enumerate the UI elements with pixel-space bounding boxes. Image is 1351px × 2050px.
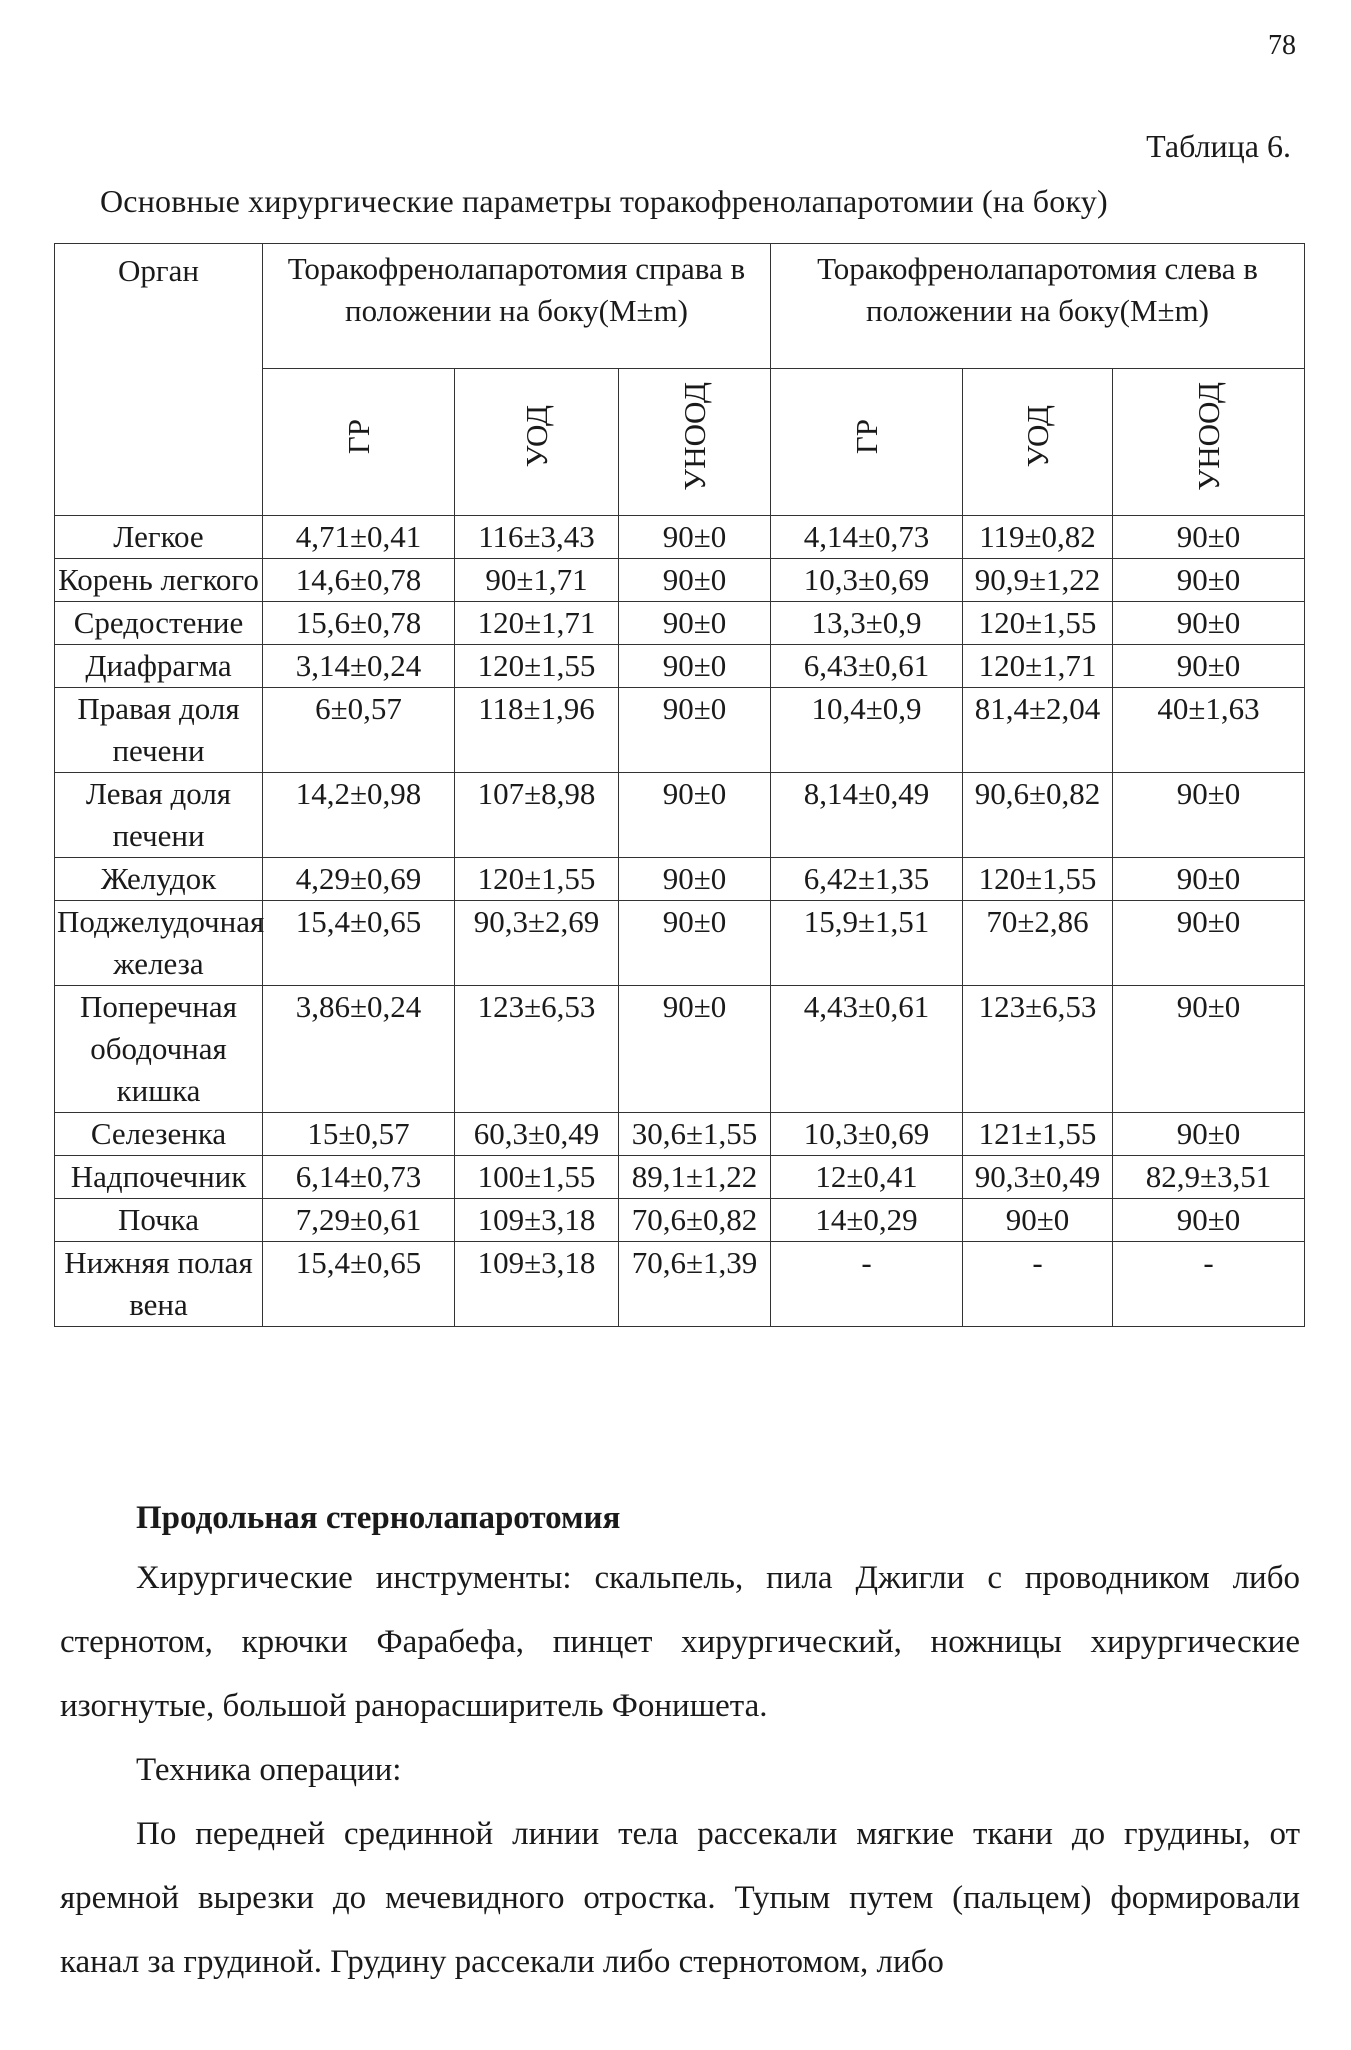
table-row (55, 688, 1305, 773)
value-cell: 90,9±1,22 (963, 559, 1113, 602)
value-cell: 15,4±0,65 (263, 901, 455, 986)
value-cell: 120±1,55 (963, 858, 1113, 901)
value-cell: 14,6±0,78 (263, 559, 455, 602)
value-cell: 119±0,82 (963, 516, 1113, 559)
paragraph-instruments: Хирургические инструменты: скальпель, пила Джигли с проводником либо стернотом, крючки Фарабефа, пинцет хирургический, ножницы хирургические изогнутые, большой ранорасширитель Фонишета. (60, 1560, 1300, 1724)
value-cell: 81,4±2,04 (963, 688, 1113, 773)
value-cell: 60,3±0,49 (455, 1113, 619, 1156)
organ-cell: Поперечная ободочная кишка (55, 986, 263, 1113)
organ-cell: Средостение (55, 602, 263, 645)
value-cell: - (963, 1242, 1113, 1327)
organ-cell: Правая доля печени (55, 688, 263, 773)
value-cell: 10,4±0,9 (771, 688, 963, 773)
organ-cell: Нижняя полая вена (55, 1242, 263, 1327)
value-cell: 120±1,55 (455, 858, 619, 901)
value-cell: 120±1,55 (963, 602, 1113, 645)
value-cell: 90±0 (619, 773, 771, 858)
sub-header: УОД (963, 369, 1113, 516)
value-cell: - (771, 1242, 963, 1327)
table-row (55, 1199, 1305, 1242)
value-cell: 90±0 (963, 1199, 1113, 1242)
value-cell: 90,6±0,82 (963, 773, 1113, 858)
value-cell: 6,14±0,73 (263, 1156, 455, 1199)
paragraph-technique-heading: Техника операции: (136, 1752, 402, 1788)
value-cell: 90±0 (619, 858, 771, 901)
page-number: 78 (1268, 30, 1296, 61)
value-cell: 6,42±1,35 (771, 858, 963, 901)
value-cell: 90±0 (619, 986, 771, 1113)
value-cell: 90±0 (1113, 602, 1305, 645)
value-cell: 4,29±0,69 (263, 858, 455, 901)
organ-cell: Желудок (55, 858, 263, 901)
organ-cell: Надпочечник (55, 1156, 263, 1199)
value-cell: 82,9±3,51 (1113, 1156, 1305, 1199)
table-row (55, 516, 1305, 559)
table-row (55, 645, 1305, 688)
value-cell: 107±8,98 (455, 773, 619, 858)
table-label: Таблица 6. (1146, 128, 1291, 164)
organ-cell: Селезенка (55, 1113, 263, 1156)
value-cell: 90±0 (1113, 901, 1305, 986)
value-cell: 12±0,41 (771, 1156, 963, 1199)
value-cell: 40±1,63 (1113, 688, 1305, 773)
organ-cell: Легкое (55, 516, 263, 559)
value-cell: 70,6±1,39 (619, 1242, 771, 1327)
value-cell: 90±0 (1113, 858, 1305, 901)
table-caption: Основные хирургические параметры торакофренолапаротомии (на боку) (100, 183, 1108, 219)
table-row (55, 1113, 1305, 1156)
value-cell: 10,3±0,69 (771, 559, 963, 602)
sub-header: ГР (771, 369, 963, 516)
organ-cell: Корень легкого (55, 559, 263, 602)
value-cell: 90±0 (1113, 645, 1305, 688)
value-cell: 90±0 (619, 901, 771, 986)
sub-header: УОД (455, 369, 619, 516)
value-cell: 120±1,71 (455, 602, 619, 645)
value-cell: 90±0 (619, 602, 771, 645)
table-row (55, 1156, 1305, 1199)
sub-header: УНООД (1113, 369, 1305, 516)
organ-cell: Почка (55, 1199, 263, 1242)
value-cell: - (1113, 1242, 1305, 1327)
organ-header: Орган (55, 244, 263, 516)
table-body (55, 516, 1305, 1327)
value-cell: 89,1±1,22 (619, 1156, 771, 1199)
value-cell: 14±0,29 (771, 1199, 963, 1242)
table-row (55, 858, 1305, 901)
value-cell: 10,3±0,69 (771, 1113, 963, 1156)
value-cell: 90±1,71 (455, 559, 619, 602)
table-row (55, 559, 1305, 602)
value-cell: 4,43±0,61 (771, 986, 963, 1113)
value-cell: 109±3,18 (455, 1199, 619, 1242)
value-cell: 6,43±0,61 (771, 645, 963, 688)
sub-header: УНООД (619, 369, 771, 516)
value-cell: 120±1,71 (963, 645, 1113, 688)
value-cell: 4,14±0,73 (771, 516, 963, 559)
organ-cell: Диафрагма (55, 645, 263, 688)
paragraph-technique: По передней срединной линии тела рассекали мягкие ткани до грудины, от яремной вырезки до мечевидного отростка. Тупым путем (пальцем) формировали канал за грудиной. Грудину рассекали либо стернотомом, либо (60, 1816, 1300, 1980)
value-cell: 3,86±0,24 (263, 986, 455, 1113)
value-cell: 90±0 (1113, 986, 1305, 1113)
value-cell: 90±0 (1113, 516, 1305, 559)
value-cell: 90±0 (1113, 1113, 1305, 1156)
table-row (55, 773, 1305, 858)
value-cell: 15,9±1,51 (771, 901, 963, 986)
value-cell: 100±1,55 (455, 1156, 619, 1199)
parameters-table (54, 243, 1305, 1327)
value-cell: 90±0 (619, 645, 771, 688)
value-cell: 15±0,57 (263, 1113, 455, 1156)
table-row (55, 986, 1305, 1113)
value-cell: 13,3±0,9 (771, 602, 963, 645)
value-cell: 30,6±1,55 (619, 1113, 771, 1156)
value-cell: 90,3±0,49 (963, 1156, 1113, 1199)
sub-header: ГР (263, 369, 455, 516)
value-cell: 70±2,86 (963, 901, 1113, 986)
value-cell: 90±0 (619, 688, 771, 773)
group-header-left: Торакофренолапаротомия слева в положении на боку(М±m) (771, 244, 1305, 369)
value-cell: 123±6,53 (455, 986, 619, 1113)
value-cell: 90±0 (1113, 559, 1305, 602)
value-cell: 90±0 (1113, 1199, 1305, 1242)
value-cell: 7,29±0,61 (263, 1199, 455, 1242)
value-cell: 90,3±2,69 (455, 901, 619, 986)
section-title: Продольная стернолапаротомия (136, 1500, 621, 1536)
value-cell: 118±1,96 (455, 688, 619, 773)
value-cell: 15,6±0,78 (263, 602, 455, 645)
value-cell: 14,2±0,98 (263, 773, 455, 858)
value-cell: 90±0 (1113, 773, 1305, 858)
value-cell: 120±1,55 (455, 645, 619, 688)
value-cell: 123±6,53 (963, 986, 1113, 1113)
value-cell: 70,6±0,82 (619, 1199, 771, 1242)
value-cell: 6±0,57 (263, 688, 455, 773)
value-cell: 8,14±0,49 (771, 773, 963, 858)
value-cell: 116±3,43 (455, 516, 619, 559)
table-row (55, 1242, 1305, 1327)
table-row (55, 602, 1305, 645)
value-cell: 121±1,55 (963, 1113, 1113, 1156)
table-row (55, 901, 1305, 986)
value-cell: 109±3,18 (455, 1242, 619, 1327)
organ-cell: Поджелудочная железа (55, 901, 263, 986)
value-cell: 3,14±0,24 (263, 645, 455, 688)
organ-cell: Левая доля печени (55, 773, 263, 858)
group-header-right: Торакофренолапаротомия справа в положении на боку(М±m) (263, 244, 771, 369)
value-cell: 4,71±0,41 (263, 516, 455, 559)
value-cell: 90±0 (619, 559, 771, 602)
value-cell: 90±0 (619, 516, 771, 559)
value-cell: 15,4±0,65 (263, 1242, 455, 1327)
